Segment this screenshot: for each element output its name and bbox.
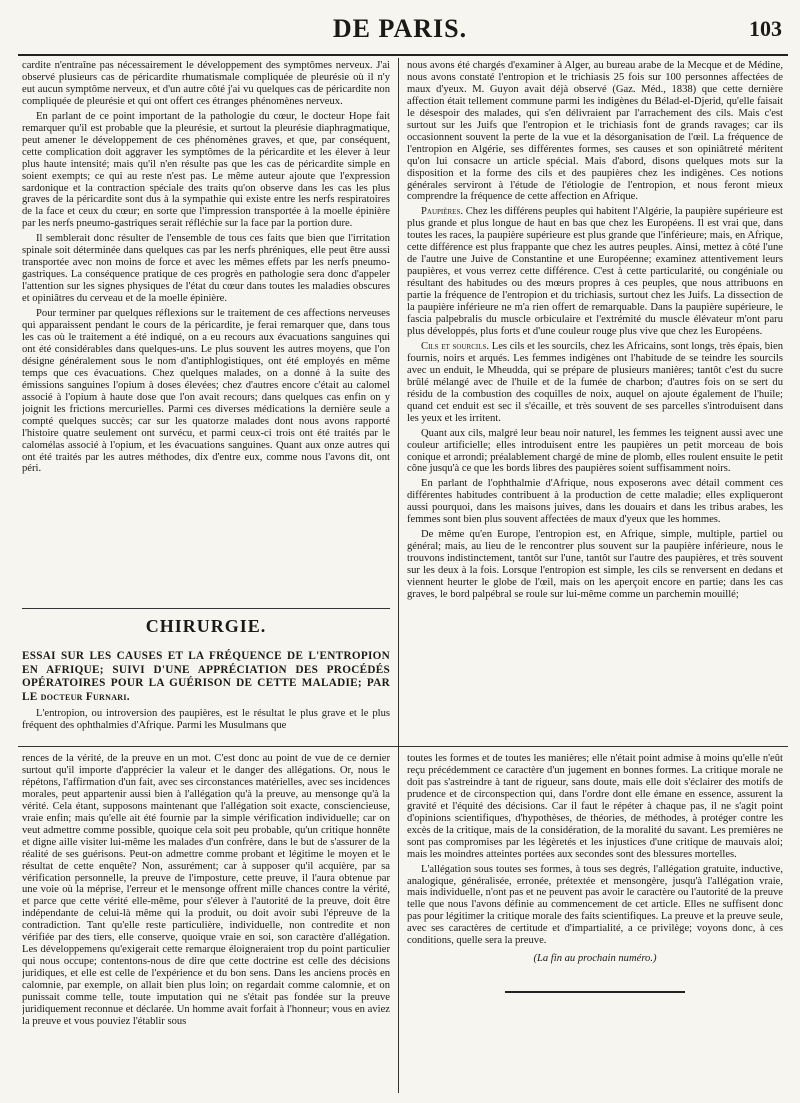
paragraph: L'allégation sous toutes ses formes, à tous ses degrés, l'allégation gratuite, inductive, analogique, généralisée, erronée, prétextée et mensongère, jusqu'à l'allégation vraie, mais individuelle, n'ont pas et ne peuvent pas avoir le caractère ou l'autorité de la preuve telle que nous l'avons définie au commencement de cet article. Elles ne suffisent donc pas pour légitimer la critique morale des faits scientifiques. La preuve et la preuve seule, avec ses caractères de certitude et d'impartialité, a ce privilège; voyons donc, à ces conditions, quelle sera la preuve. (407, 863, 783, 947)
paragraph: rences de la vérité, de la preuve en un mot. C'est donc au point de vue de ce dernier surtout qu'il importe d'apprécier la valeur et le danger des allégations. Or, nous le répétons, l'affirmation d'un fait, avec ses circonstances matérielles, avec ses incidences morales, peut appartenir aussi bien à l'allégation qu'à la preuve, au mensonge qu'à la vérité. Cela étant, supposons maintenant que l'allégation soit exacte, consciencieuse, vraie enfin; mais qu'elle ait été fournie par la simple vérification individuelle; car on veut admettre comme possible, quoique cela soit peu probable, qu'un critique honnête et digne aille visiter lui-même les malades d'un confrère, dans le but de s'assurer de la réalité de ses guérisons. Peut-on admettre comme probant et légitime le moyen et le résultat de cette enquête? Non, assurément; car à supposer qu'il acquière, par sa vérification personnelle, la preuve de l'imposture, cette preuve, il l'aura obtenue par une voie où la méprise, l'erreur et le mensonge offrent mille chances contre la vérité, et parce que cette vérité elle-même, pour s'élever à l'autorité de la preuve, doit être indépendante de celui-là même qui la produit, ou doit avoir subi l'épreuve de la contradiction. Tant qu'elle reste particulière, individuelle, non contredite et non vérifiée par des tiers, elle conserve, quoique vraie en soi, son caractère d'allégation. Les développemens qu'exigerait cette remarque éloigneraient trop du point particulier qui nous occupe; contentons-nous de dire que cette doctrine est celle des décisions juridiques, et elle est celle de l'expérience et du bon sens. Dans les anciens procès en calomnie, par exemple, on allait bien plus loin; on regardait comme calomnie, et on punissait comme telle, toute imputation qui ne s'était pas fondée sur la preuve juridiquement reconnue et déclarée. Un homme avait forfait à l'honneur; vous en aviez la preuve et vous pouviez l'établir sous (22, 753, 390, 1027)
paragraph: Il semblerait donc résulter de l'ensemble de tous ces faits que bien que l'irritation spinale soit déterminée dans quelques cas par les nerfs phréniques, elle peut être aussi transportée avec non moins de force et avec les mêmes effets par les nerfs pneumo-gastriques. La conséquence pratique de ces progrès en pathologie sera donc d'appeler l'attention sur les signes physiques de l'état du cœur dans toutes les maladies obscures et opiniâtres du cerveau et de la moelle épinière. (22, 233, 390, 305)
continuation-note: (La fin au prochain numéro.) (533, 953, 657, 965)
page-number: 103 (749, 16, 782, 41)
column-lower-left (22, 753, 390, 1093)
column-lower-right (407, 753, 783, 1093)
section-heading: CHIRURGIE. (145, 616, 267, 636)
paragraph: cardite n'entraîne pas nécessairement le développement des symptômes nerveux. J'ai observé plusieurs cas de péricardite rhumatismale compliquée de pleurésie où il n'y eut aucun symptôme nerveux, et d'un autre côté j'ai vu quelques cas de péricardite non compliquée de pleurésie et qui ont offert ces étranges phénomènes nerveux. (22, 60, 390, 107)
column-divider (398, 58, 399, 1093)
paragraph (407, 206, 783, 337)
page-header (0, 8, 800, 52)
paragraph: nous avons été chargés d'examiner à Alger, au bureau arabe de la Mecque et de Médine, nous avons constaté l'entropion et le trichiasis 25 fois sur 100 personnes affectées de maux d'yeux. M. Guyon avait déjà observé (Gaz. Méd., 1838) que cette dernière affection était tellement commune parmi les indigènes du Bélad-el-Djerid, qu'elle faisait le désespoir des malades, qui s'en délivraient par l'arrachement des cils. Mais c'est surtout sur les Juifs que l'entropion et le trichiasis font de grands ravages; car ils occasionnent souvent la perte de la vue et la désorganisation de l'œil. La fréquence de l'entropion en Algérie, ses différentes formes, ses causes et son opiniâtreté méritent qu'on lui consacre un article spécial. Mais d'abord, disons quelques mots sur la disposition et la forme des cils et des paupières chez les indigènes. Ces notions générales serviront à l'étude de l'étiologie de l'entropion, et nous feront mieux comprendre la fréquence de cette affection en Afrique. (407, 60, 783, 203)
column-upper-right (407, 60, 783, 740)
masthead-title: DE PARIS. (332, 14, 468, 43)
feuilleton-rule (18, 746, 788, 747)
subheading: Paupières. (421, 206, 463, 218)
article-title (22, 650, 390, 704)
subheading: Cils et sourcils. (421, 340, 490, 352)
paragraph: toutes les formes et de toutes les manières; elle n'était point admise à moins qu'elle n'eût reçu précédemment ce caractère d'un jugement en bonnes formes. La critique morale ne doit pas s'astreindre à tant de rigueur, sans doute, mais elle doit s'éclairer des motifs de prudence et de circonspection qui, dans l'ordre dont elle émane en essence, assurent la gravité et l'équité des décisions. Car il faut le répéter à chaque pas, il ne s'agit point d'opinions scientifiques, d'hypothèses, de théories, de méthodes, à protéger contre les excès de la critique, mais de la considération, de la moralité du savant. Les premières ne sont pas compromises par les légèretés et les injustices d'une critique de mauvais aloi; mais les moindres atteintes portées aux secondes sont des blessures mortelles. (407, 753, 783, 860)
paragraph: Quant aux cils, malgré leur beau noir naturel, les femmes les teignent aussi avec une couleur artificielle; elles introduisent entre les paupières un petit morceau de bois conique et arrondi; préalablement chargé de mine de plomb, elles roulent ensuite le petit cône jusqu'à ce que les bords libres des paupières soient suffisamment noirs. (407, 427, 783, 475)
header-rule (18, 54, 788, 56)
paragraph: L'entropion, ou introversion des paupières, est le résultat le plus grave et le plus fréquent des ophthalmies d'Afrique. Parmi les Musulmans que (22, 708, 390, 731)
paragraph: Pour terminer par quelques réflexions sur le traitement de ces affections nerveuses qui apparaissent pendant le cours de la péricardite, je ferai remarquer que, dans tous les cas où le traitement a été indiqué, on a eu recours aux évacuations sanguines qui ont été considérables dans quelques-uns. Le plus souvent les autres moyens, que l'on désigne généralement sous le nom d'antiphlogistiques, ont été employés en même temps que ces évacuations. Chez quelques malades, on a donné à la suite des émissions sanguines l'opium à doses élevées; chez d'autres encore c'était au calomel associé à l'opium à haute dose que l'on avait recours; dans quelques cas enfin on y joignit les frictions mercurielles. Parmi ces diverses médications la dernière seule a compté quelques succès; car sur les quatorze malades dont nous avons rapporté l'histoire quatre seulement ont survécu, et parmi ceux-ci trois ont été traités par le calomélas associé à l'opium, et les évacuations sanguines. Quant aux onze autres qui ont été traités par les autres méthodes, dix d'entre eux, comme nous l'avons dit, ont péri. (22, 308, 390, 475)
paragraph-text: Les cils et les sourcils, chez les Africains, sont longs, très épais, bien fournis, noirs et arqués. Les femmes indigènes ont l'habitude de se teindre les sourcils avec un enduit, le Mheudda, qui se prépare de plusieurs manières; tantôt c'est du sucre brûlé mélangé avec de l'huile et de la fumée de charbon; d'autres fois on se sert du résidu de la combustion des coquilles de noix, auquel on ajoute également de l'huile; quand cet enduit est sec il s'écaille, et très souvent de ses parcelles s'introduisent dans les yeux et les irritent. (407, 340, 783, 424)
paragraph (407, 341, 783, 425)
article-author: docteur Furnari. (40, 690, 130, 703)
paragraph: En parlant de ce point important de la pathologie du cœur, le docteur Hope fait remarquer qu'il est probable que la pleurésie, et surtout la pleurésie diaphragmatique, peut amener le développement de ces phénomènes graves, et que, par conséquent, cette complication doit aggraver les symptômes de la péricardite et les élever à leur plus haute intensité; mais qu'il n'en résulte pas que les cas de péricardite simple en soient exempts; ce qui au reste n'est pas. Le même auteur ajoute que l'expression sardonique et la contraction spéciale des traits qu'on observe dans les cas les plus graves de la péricardite sont dus à la sympathie qui existe entre les nerfs respiratoires de la face et ceux du cœur; en sorte que l'impression transportée à la moelle épinière par les nerfs pneumo-gastriques serait réfléchie sur la face par la portion dure. (22, 110, 390, 230)
paragraph-text: Chez les différens peuples qui habitent l'Algérie, la paupière supérieure est plus grande et plus longue de haut en bas que chez les Européens. Il est vrai que, dans toutes les races, la paupière supérieure est plus grande que l'inférieure; mais, en Afrique, cette différence est plus frappante que chez les autres peuples. Ainsi, mettez à côté l'une de l'autre une Juive de Constantine et une Européenne; examinez attentivement leurs paupières, et vous verrez cette différence. C'est à cette particularité, ou congéniale ou résultant des habitudes ou des mœurs propres à ces peuples, que nous attribuons en partie la fréquence de l'entropion et du trichiasis, surtout chez les Juifs. La dissection de la paupière inférieure ne m'a rien offert de remarquable. Dans la paupière supérieure, le fascia palpebralis du muscle orbiculaire et l'extrémité du muscle élévateur m'ont paru plus développés, plus forts et d'une couleur rouge plus vive que chez les Européens. (407, 206, 783, 337)
section-rule (22, 608, 390, 609)
paragraph: De même qu'en Europe, l'entropion est, en Afrique, simple, multiple, partiel ou général; mais, au lieu de le rencontrer plus souvent sur la paupière inférieure, nous le trouvons indistinctement, tantôt sur l'une, tantôt sur l'autre des paupières, et très souvent sur les deux à la fois. Lorsque l'entropion est simple, les cils se renversent en dedans et viennent heurter le globe de l'œil, mais on les aperçoit encore en partie; dans les cas graves, le bord palpébral se roule sur lui-même comme un parchemin mouillé; (407, 529, 783, 600)
article-opening (22, 708, 390, 732)
column-upper-left (22, 60, 390, 603)
end-rule (505, 991, 685, 993)
paragraph: En parlant de l'ophthalmie d'Afrique, nous exposerons avec détail comment ces différentes habitudes contribuent à la production de cette maladie; elles expliqueront aussi pourquoi, dans les maisons juives, dans les douairs et dans les tribus arabes, les femmes sont bien plus souvent affectées de maux d'yeux que les hommes. (407, 478, 783, 526)
article-title-text: ESSAI SUR LES CAUSES ET LA FRÉQUENCE DE L'ENTROPION EN AFRIQUE; SUIVI D'UNE APPRÉCIATION DES PROCÉDÉS OPÉRATOIRES POUR LA GUÉRISON DE CETTE MALADIE; PAR LE (22, 650, 390, 703)
